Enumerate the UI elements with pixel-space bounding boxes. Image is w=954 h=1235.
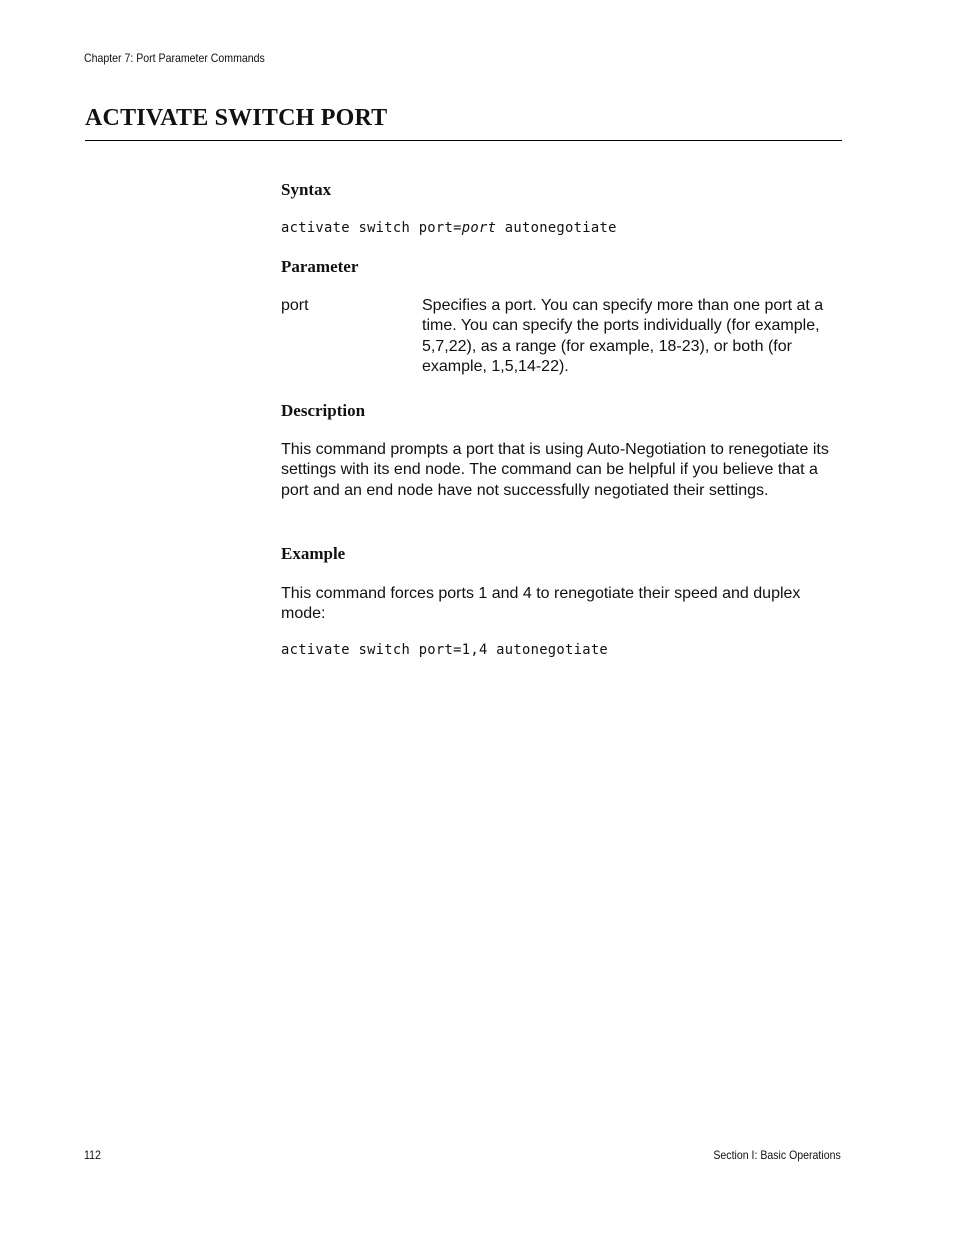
- parameter-name: port: [281, 297, 309, 314]
- syntax-command: [281, 220, 617, 236]
- description-text: This command prompts a port that is using Auto-Negotiation to renegotiate its settings with its end node. The command can be helpful if you believe that a port and an end node have not successfully negotiated their settings.: [281, 441, 829, 499]
- page-title: ACTIVATE SWITCH PORT: [85, 105, 388, 131]
- example-heading: Example: [281, 544, 346, 563]
- parameter-description: Specifies a port. You can specify more than one port at a time. You can specify the ports individually (for example, 5,7,22), as a range (for example, 18-23), or both (for example, 1,5,14-22).: [422, 297, 824, 375]
- syntax-command-param: port: [461, 220, 497, 236]
- example-command: activate switch port=1,4 autonegotiate: [281, 642, 609, 658]
- parameter-heading: Parameter: [281, 257, 359, 276]
- description-heading: Description: [281, 401, 366, 420]
- footer-section: Section I: Basic Operations: [713, 1148, 841, 1162]
- example-text: This command forces ports 1 and 4 to renegotiate their speed and duplex mode:: [281, 585, 801, 623]
- page-number: 112: [84, 1148, 101, 1162]
- syntax-heading: Syntax: [281, 180, 332, 199]
- syntax-command-suffix: autonegotiate: [496, 220, 617, 236]
- syntax-command-prefix: activate switch port=: [281, 220, 462, 236]
- running-header: Chapter 7: Port Parameter Commands: [84, 51, 265, 65]
- title-rule: [85, 140, 842, 141]
